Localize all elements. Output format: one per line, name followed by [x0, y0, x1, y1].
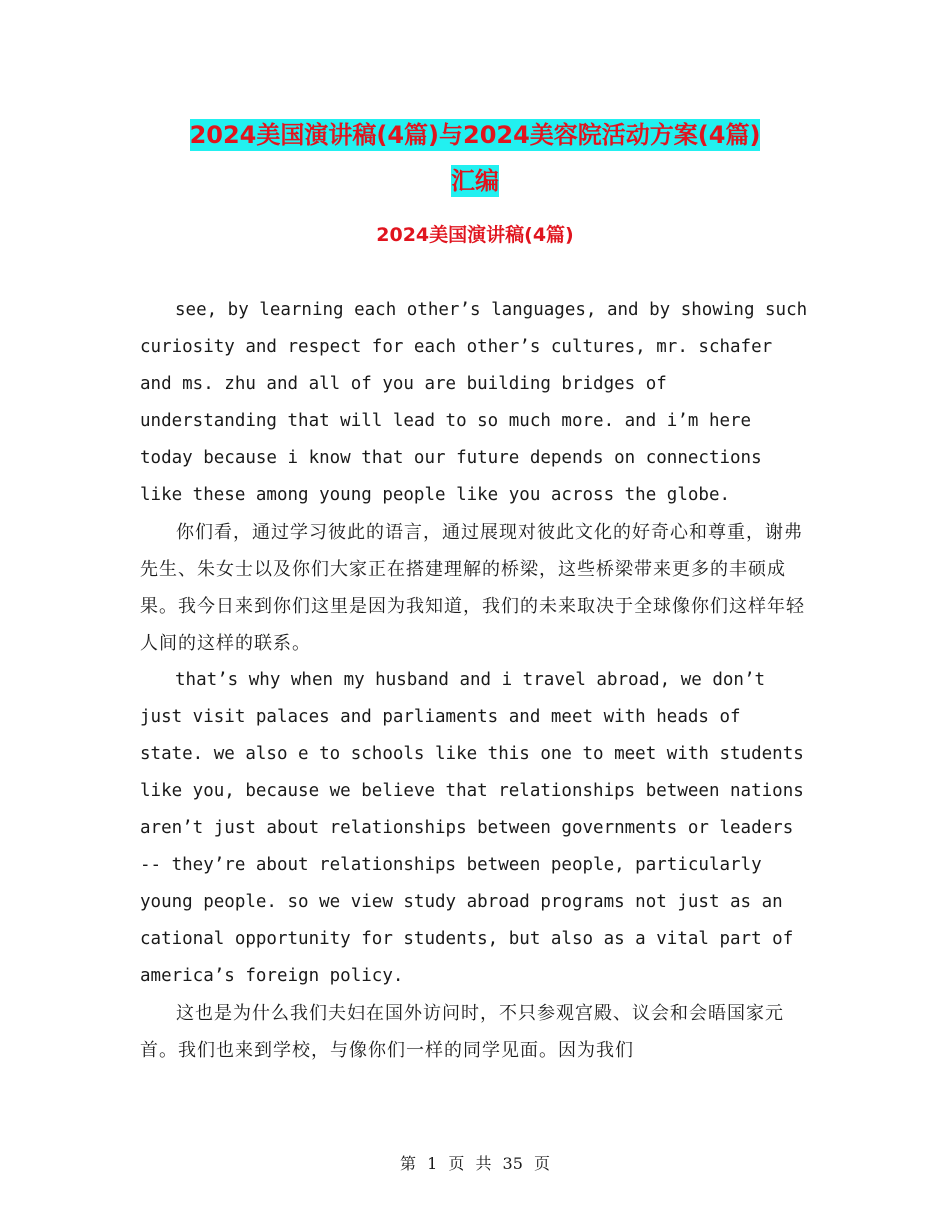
paragraph-chinese-2: 这也是为什么我们夫妇在国外访问时，不只参观宫殿、议会和会晤国家元首。我们也来到学校，与像你们一样的同学见面。因为我们	[140, 1003, 784, 1061]
paragraph-english-2: that’s why when my husband and i travel abroad, we don’t just visit palaces and parliaments and meet with heads of state. we also e to schools like this one to meet with students like you, because we believe that relationships between nations aren’t just about relationships between governments or leaders -- they’re about relationships between people, particularly young people. so we view study abroad programs not just as an cational opportunity for students, but also as a vital part of america’s foreign policy.	[140, 670, 804, 986]
page-footer: 第 1 页 共 35 页	[400, 1154, 550, 1173]
document-title-line1: 2024美国演讲稿(4篇)与2024美容院活动方案(4篇)	[189, 121, 761, 149]
section-title: 2024美国演讲稿(4篇)	[376, 224, 574, 246]
document-body	[140, 292, 810, 1069]
document-title	[140, 112, 810, 204]
document-title-line2: 汇编	[451, 167, 499, 195]
paragraph-english-1: see, by learning each other’s languages, and by showing such curiosity and respect for each other’s cultures, mr. schafer and ms. zhu and all of you are building bridges of understanding that will lead to so much more. and i’m here today because i know that our future depends on connections like these among young people like you across the globe.	[140, 300, 808, 505]
paragraph-chinese-1: 你们看，通过学习彼此的语言，通过展现对彼此文化的好奇心和尊重，谢弗先生、朱女士以及你们大家正在搭建理解的桥梁，这些桥梁带来更多的丰硕成果。我今日来到你们这里是因为我知道，我们的未来取决于全球像你们这样年轻人间的这样的联系。	[140, 522, 805, 654]
